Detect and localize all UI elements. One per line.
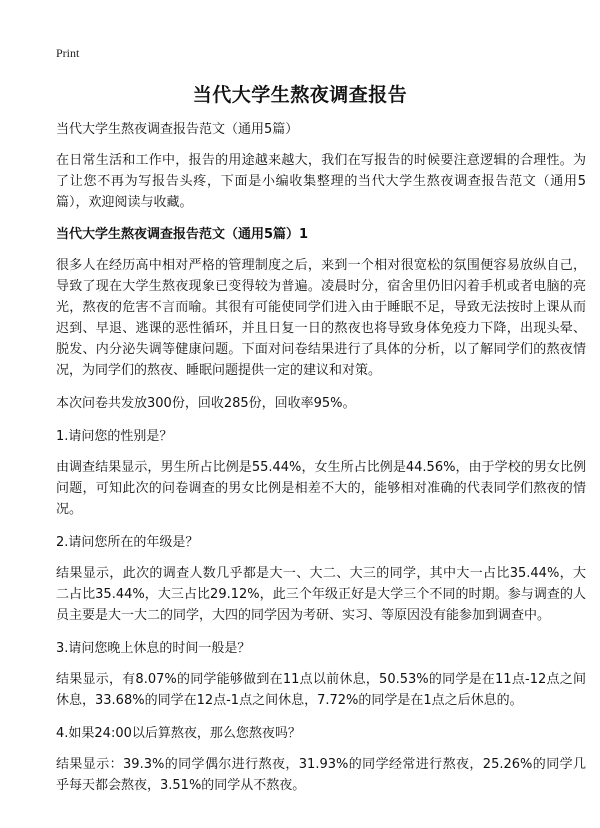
answer-3: 结果显示，有8.07%的同学能够做到在11点以前休息，50.53%的同学是在11点-12点之间休息，33.68%的同学在12点-1点之间休息，7.72%的同学是在1点之后休息的。 xyxy=(56,672,586,708)
question-4: 4.如果24:00以后算熬夜，那么您熬夜吗？ xyxy=(56,726,301,741)
intro-paragraph: 在日常生活和工作中，报告的用途越来越大，我们在写报告的时候要注意逻辑的合理性。为了让您不再为写报告头疼，下面是小编收集整理的当代大学生熬夜调查报告范文（通用5篇），欢迎阅读与收藏。 xyxy=(56,153,586,210)
section-heading: 当代大学生熬夜调查报告范文（通用5篇）1 xyxy=(56,227,309,242)
print-link[interactable]: Print xyxy=(56,46,80,60)
question-1: 1.请问您的性别是？ xyxy=(56,429,173,444)
body-paragraph: 很多人在经历高中相对严格的管理制度之后，来到一个相对很宽松的氛围便容易放纵自己，导致了现在大学生熬夜现象已变得较为普遍。凌晨时分，宿舍里仍旧闪着手机或者电脑的亮光，熬夜的危害不言而喻。其很有可能使同学们进入由于睡眠不足，导致无法按时上课从而迟到、早退、逃课的恶性循环，并且日复一日的熬夜也将导致身体免疫力下降，出现头晕、脱发、内分泌失调等健康问题。下面对问卷结果进行了具体的分析，以了解同学们的熬夜情况，为同学们的熬夜、睡眠问题提供一定的建议和对策。 xyxy=(56,258,586,378)
answer-1: 由调查结果显示，男生所占比例是55.44%，女生所占比例是44.56%，由于学校的男女比例问题，可知此次的问卷调查的男女比例是相差不大的，能够相对准确的代表同学们熬夜的情况。 xyxy=(56,460,586,517)
page-title: 当代大学生熬夜调查报告 xyxy=(192,84,408,106)
question-2: 2.请问您所在的年级是？ xyxy=(56,535,199,550)
document-subtitle: 当代大学生熬夜调查报告范文（通用5篇） xyxy=(56,122,299,137)
document-body xyxy=(56,120,586,808)
survey-stats: 本次问卷共发放300份，回收285份，回收率95%。 xyxy=(56,396,356,411)
answer-2: 结果显示，此次的调查人数几乎都是大一、大二、大三的同学，其中大一占比35.44%，大二占比35.44%，大三占比29.12%，此三个年级正好是大学三个不同的时期。参与调查的人员主要是大一大二的同学，大四的同学因为考研、实习、等原因没有能参加到调查中。 xyxy=(56,566,586,623)
answer-4: 结果显示：39.3%的同学偶尔进行熬夜，31.93%的同学经常进行熬夜，25.26%的同学几乎每天都会熬夜，3.51%的同学从不熬夜。 xyxy=(56,757,586,793)
question-3: 3.请问您晚上休息的时间一般是？ xyxy=(56,641,251,656)
